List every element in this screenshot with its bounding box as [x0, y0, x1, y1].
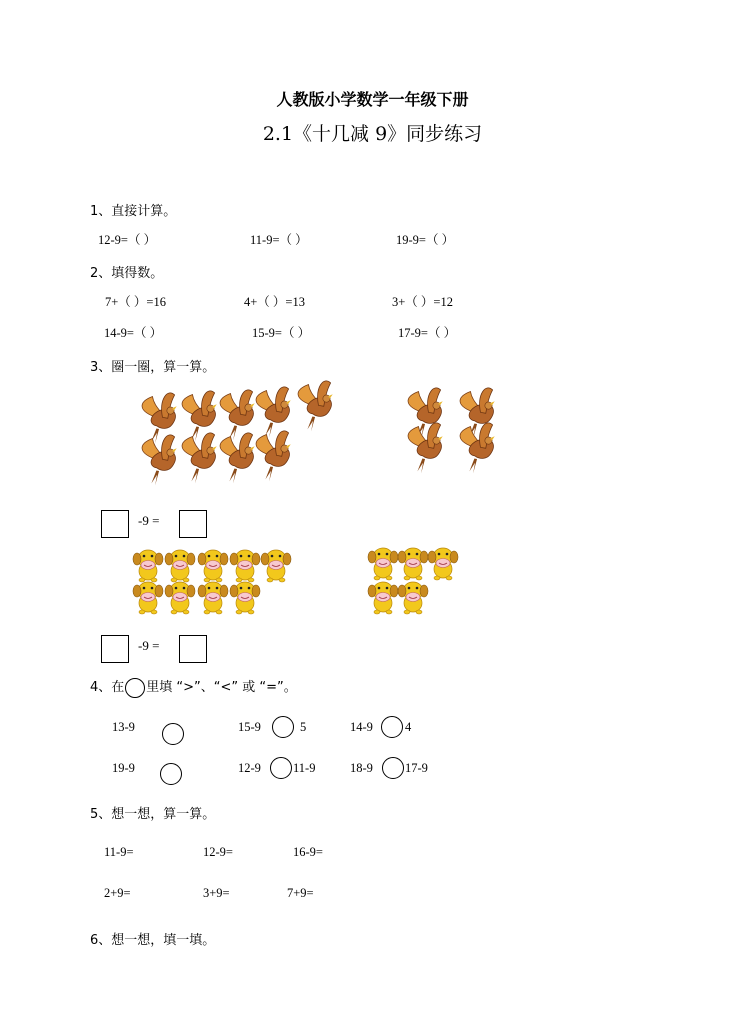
s2-item-5: 15-9=（ ） [252, 326, 311, 340]
section-5-heading: 5、想一想，算一算。 [90, 807, 216, 822]
s3-op-1: -9 = [138, 513, 160, 528]
dog-icon [165, 582, 195, 614]
s5-item-5: 3+9= [203, 886, 230, 900]
s4-item-e: 12-9 [238, 761, 261, 775]
s2-item-4: 14-9=（ ） [104, 326, 163, 340]
compare-circle-d[interactable] [160, 763, 182, 785]
s2-item-6: 17-9=（ ） [398, 326, 457, 340]
s4-heading-pre: 4、在 [90, 680, 125, 695]
s1-item-3: 19-9=（ ） [396, 233, 455, 247]
s5-item-3: 16-9= [293, 845, 323, 859]
s3-op-2: -9 = [138, 638, 160, 653]
s4-item-a: 13-9 [112, 720, 135, 734]
section-2-heading: 2、填得数。 [90, 266, 164, 281]
compare-circle-f[interactable] [382, 757, 404, 779]
compare-circle-b[interactable] [272, 716, 294, 738]
s4-item-f: 18-9 [350, 761, 373, 775]
s2-item-3: 3+（ ）=12 [392, 295, 453, 309]
s4-item-c2: 4 [405, 720, 412, 734]
s5-item-2: 12-9= [203, 845, 233, 859]
s4-item-b2: 5 [300, 720, 307, 734]
dog-icon [198, 582, 228, 614]
s4-item-f2: 17-9 [405, 761, 428, 775]
section-3-heading: 3、圈一圈，算一算。 [90, 360, 216, 375]
dog-icon [368, 582, 398, 614]
s4-item-d: 19-9 [112, 761, 135, 775]
compare-circle-c[interactable] [381, 716, 403, 738]
dog-icon [261, 550, 291, 582]
section-4-heading [90, 676, 297, 698]
answer-box-2a[interactable] [101, 635, 129, 663]
dog-icon [398, 548, 428, 580]
s4-item-e2: 11-9 [293, 761, 316, 775]
dog-icon [230, 582, 260, 614]
compare-circle-e[interactable] [270, 757, 292, 779]
s4-item-c: 14-9 [350, 720, 373, 734]
s2-item-1: 7+（ ）=16 [105, 295, 166, 309]
dog-icon [165, 550, 195, 582]
section-1-heading: 1、直接计算。 [90, 204, 177, 219]
s1-item-1: 12-9=（ ） [98, 233, 157, 247]
s1-item-2: 11-9=（ ） [250, 233, 308, 247]
dog-icon [198, 550, 228, 582]
s5-item-6: 7+9= [287, 886, 314, 900]
compare-circle-a[interactable] [162, 723, 184, 745]
s4-item-b: 15-9 [238, 720, 261, 734]
section-6-heading: 6、想一想，填一填。 [90, 933, 216, 948]
worksheet-subtitle: 2.1《十几减 9》同步练习 [262, 123, 483, 145]
worksheet-title: 人教版小学数学一年级下册 [276, 90, 469, 109]
s4-heading-post: 里填 “>”、“<” 或 “=”。 [146, 680, 297, 695]
s2-item-2: 4+（ ）=13 [244, 295, 305, 309]
answer-box-2b[interactable] [179, 635, 207, 663]
dog-icon [398, 582, 428, 614]
s5-item-4: 2+9= [104, 886, 131, 900]
s5-item-1: 11-9= [104, 845, 134, 859]
circle-icon [125, 678, 145, 698]
dog-icon [368, 548, 398, 580]
dog-icon [133, 582, 163, 614]
dog-icon [230, 550, 260, 582]
dog-icon [428, 548, 458, 580]
dog-icon [133, 550, 163, 582]
